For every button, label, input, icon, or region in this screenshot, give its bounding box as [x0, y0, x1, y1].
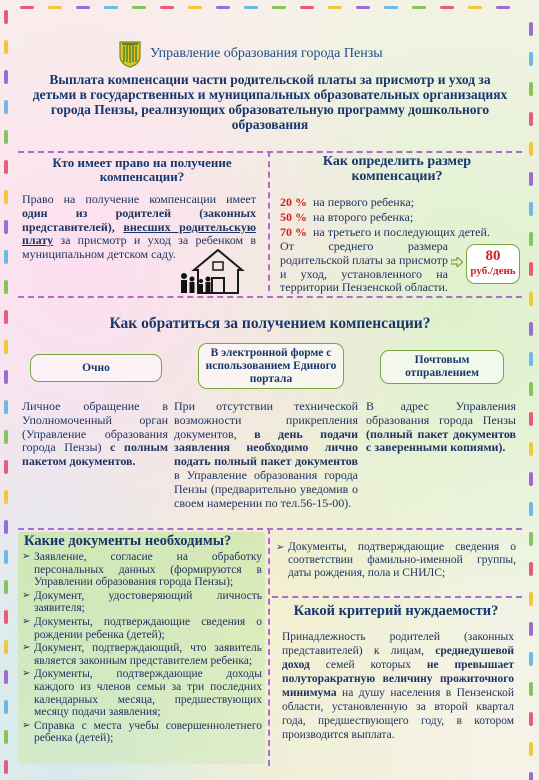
- border-dash: [4, 160, 8, 174]
- border-dash: [529, 472, 533, 486]
- list-item: ➢ Заявление, согласие на обработку персональных данных (формируются в Управлении образования города Пензы);: [22, 551, 262, 589]
- border-dash: [529, 52, 533, 66]
- border-dash: [188, 6, 202, 9]
- criterion-title: Какой критерий нуждаемости?: [293, 603, 499, 619]
- border-dash: [4, 250, 8, 264]
- coat-of-arms-icon: [118, 40, 142, 68]
- method-personal-text: Личное обращение в Уполномоченный орган (Управление образования города Пензы) с полным пакетом документов.: [22, 399, 168, 469]
- border-dash: [216, 6, 230, 9]
- border-dash: [496, 6, 510, 9]
- rates-list: [280, 195, 516, 240]
- price-unit: руб./день: [470, 265, 516, 277]
- border-dash: [529, 682, 533, 696]
- method-box-mail: Почтовым отправлением: [380, 350, 504, 384]
- divider-middle: [18, 296, 522, 298]
- border-dash: [160, 6, 174, 9]
- border-dash: [4, 340, 8, 354]
- border-dash: [529, 382, 533, 396]
- border-dash: [4, 610, 8, 624]
- border-dash: [4, 430, 8, 444]
- org-header: [118, 40, 383, 68]
- border-dash: [468, 6, 482, 9]
- price-value: 80: [485, 248, 501, 264]
- method-online-text: При отсутствии технической возможности прикрепления документов, в день подачи заявления необходимо лично подать полный пакет документов в Управление образования города Пензы (предварительно уведомив о своем намерении по тел.56-15-00).: [174, 399, 358, 510]
- border-dash: [20, 6, 34, 9]
- border-dash: [4, 370, 8, 384]
- border-dash: [4, 490, 8, 504]
- border-dash: [529, 772, 533, 780]
- top-dashed-border: [20, 6, 519, 9]
- border-dash: [529, 262, 533, 276]
- divider-criterion: [272, 596, 522, 598]
- apply-title: Как обратиться за получением компенсации?: [109, 315, 431, 332]
- border-dash: [440, 6, 454, 9]
- border-dash: [356, 6, 370, 9]
- border-dash: [529, 622, 533, 636]
- method-mail-text: В адрес Управления образования города Пензы (полный пакет документов с заверенными копиями).: [366, 399, 516, 455]
- docs-list-continued: [276, 541, 516, 581]
- border-dash: [384, 6, 398, 9]
- border-dash: [529, 22, 533, 36]
- page-title: Выплата компенсации части родительской платы за присмотр и уход за детьми в государственных и муниципальных образовательных организациях города Пензы, реализующих образовательную программу дошкольного образования: [32, 72, 508, 132]
- who-title: Кто имеет право на получение компенсации?: [52, 155, 232, 184]
- border-dash: [4, 580, 8, 594]
- border-dash: [300, 6, 314, 9]
- border-dash: [529, 412, 533, 426]
- criterion-text: Принадлежность родителей (законных представителей) к лицам, среднедушевой доход семей которых не превышает полуторакратную величину прожиточного минимума на душу населения в Пензенской области, установленную за второй квартал года, предшествующего году, в котором производится выплата.: [282, 631, 514, 741]
- list-item: ➢ Справка с места учебы совершеннолетнего ребенка (детей);: [22, 720, 262, 745]
- border-dash: [412, 6, 426, 9]
- border-dash: [529, 232, 533, 246]
- border-dash: [4, 220, 8, 234]
- border-dash: [4, 310, 8, 324]
- border-dash: [529, 172, 533, 186]
- border-dash: [4, 700, 8, 714]
- border-dash: [529, 712, 533, 726]
- border-dash: [529, 562, 533, 576]
- price-badge: [466, 244, 520, 284]
- border-dash: [4, 460, 8, 474]
- border-dash: [76, 6, 90, 9]
- list-item: ➢ Документ, подтверждающий, что заявитель является законным представителем ребенка;: [22, 642, 262, 667]
- border-dash: [529, 292, 533, 306]
- border-dash: [529, 202, 533, 216]
- border-dash: [4, 760, 8, 774]
- rate-row: 50 % на второго ребенка;: [280, 210, 414, 224]
- divider-vertical-2: [268, 528, 270, 766]
- border-dash: [529, 652, 533, 666]
- border-dash: [4, 640, 8, 654]
- family-house-icon: [178, 246, 258, 296]
- border-dash: [104, 6, 118, 9]
- list-item: ➢ Документ, удостоверяющий личность заявителя;: [22, 590, 262, 615]
- border-dash: [4, 280, 8, 294]
- border-dash: [4, 10, 8, 24]
- docs-title: Какие документы необходимы?: [24, 533, 232, 549]
- border-dash: [529, 532, 533, 546]
- org-name: Управление образования города Пензы: [150, 46, 383, 61]
- border-dash: [529, 142, 533, 156]
- border-dash: [529, 502, 533, 516]
- border-dash: [4, 730, 8, 744]
- list-item: ➢ Документы, подтверждающие сведения о рождении ребенка (детей);: [22, 616, 262, 641]
- who-text: Право на получение компенсации имеет один из родителей (законных представителей), внесших родительскую плату за присмотр и уход за ребенком в муниципальном детском саду.: [22, 192, 256, 262]
- right-dashed-border: [529, 10, 533, 770]
- border-dash: [132, 6, 146, 9]
- list-item: ➢ Документы, подтверждающие доходы каждого из членов семьи за три последних календарных месяца, предшествующих месяцу подачи заявления;: [22, 668, 262, 718]
- border-dash: [529, 742, 533, 756]
- rate-row: 20 % на первого ребенка;: [280, 195, 415, 209]
- border-dash: [328, 6, 342, 9]
- border-dash: [4, 70, 8, 84]
- method-box-online: В электронной форме с использованием Единого портала: [198, 343, 344, 389]
- border-dash: [4, 400, 8, 414]
- border-dash: [4, 130, 8, 144]
- divider-vertical-1: [268, 151, 270, 291]
- border-dash: [4, 550, 8, 564]
- border-dash: [4, 40, 8, 54]
- border-dash: [529, 592, 533, 606]
- border-dash: [529, 352, 533, 366]
- rate-row: 70 % на третьего и последующих детей.: [280, 225, 490, 239]
- divider-top: [18, 151, 522, 153]
- docs-list: [22, 551, 262, 746]
- border-dash: [4, 670, 8, 684]
- border-dash: [244, 6, 258, 9]
- size-title: Как определить размер компенсации?: [322, 154, 472, 184]
- list-item: ➢ Документы, подтверждающие сведения о соответствии фамильно-именной группы, даты рождения, пола и СНИЛС;: [276, 541, 516, 580]
- border-dash: [529, 442, 533, 456]
- border-dash: [529, 322, 533, 336]
- divider-lower: [18, 528, 522, 530]
- border-dash: [4, 520, 8, 534]
- border-dash: [48, 6, 62, 9]
- border-dash: [529, 82, 533, 96]
- border-dash: [4, 100, 8, 114]
- border-dash: [529, 112, 533, 126]
- border-dash: [272, 6, 286, 9]
- border-dash: [4, 190, 8, 204]
- arrow-right-icon: [451, 257, 463, 267]
- method-box-personal: Очно: [30, 354, 162, 382]
- size-text: От среднего размера родительской платы за присмотр и уход, установленного на территории Пензенской области.: [280, 239, 448, 295]
- left-dashed-border: [4, 10, 8, 770]
